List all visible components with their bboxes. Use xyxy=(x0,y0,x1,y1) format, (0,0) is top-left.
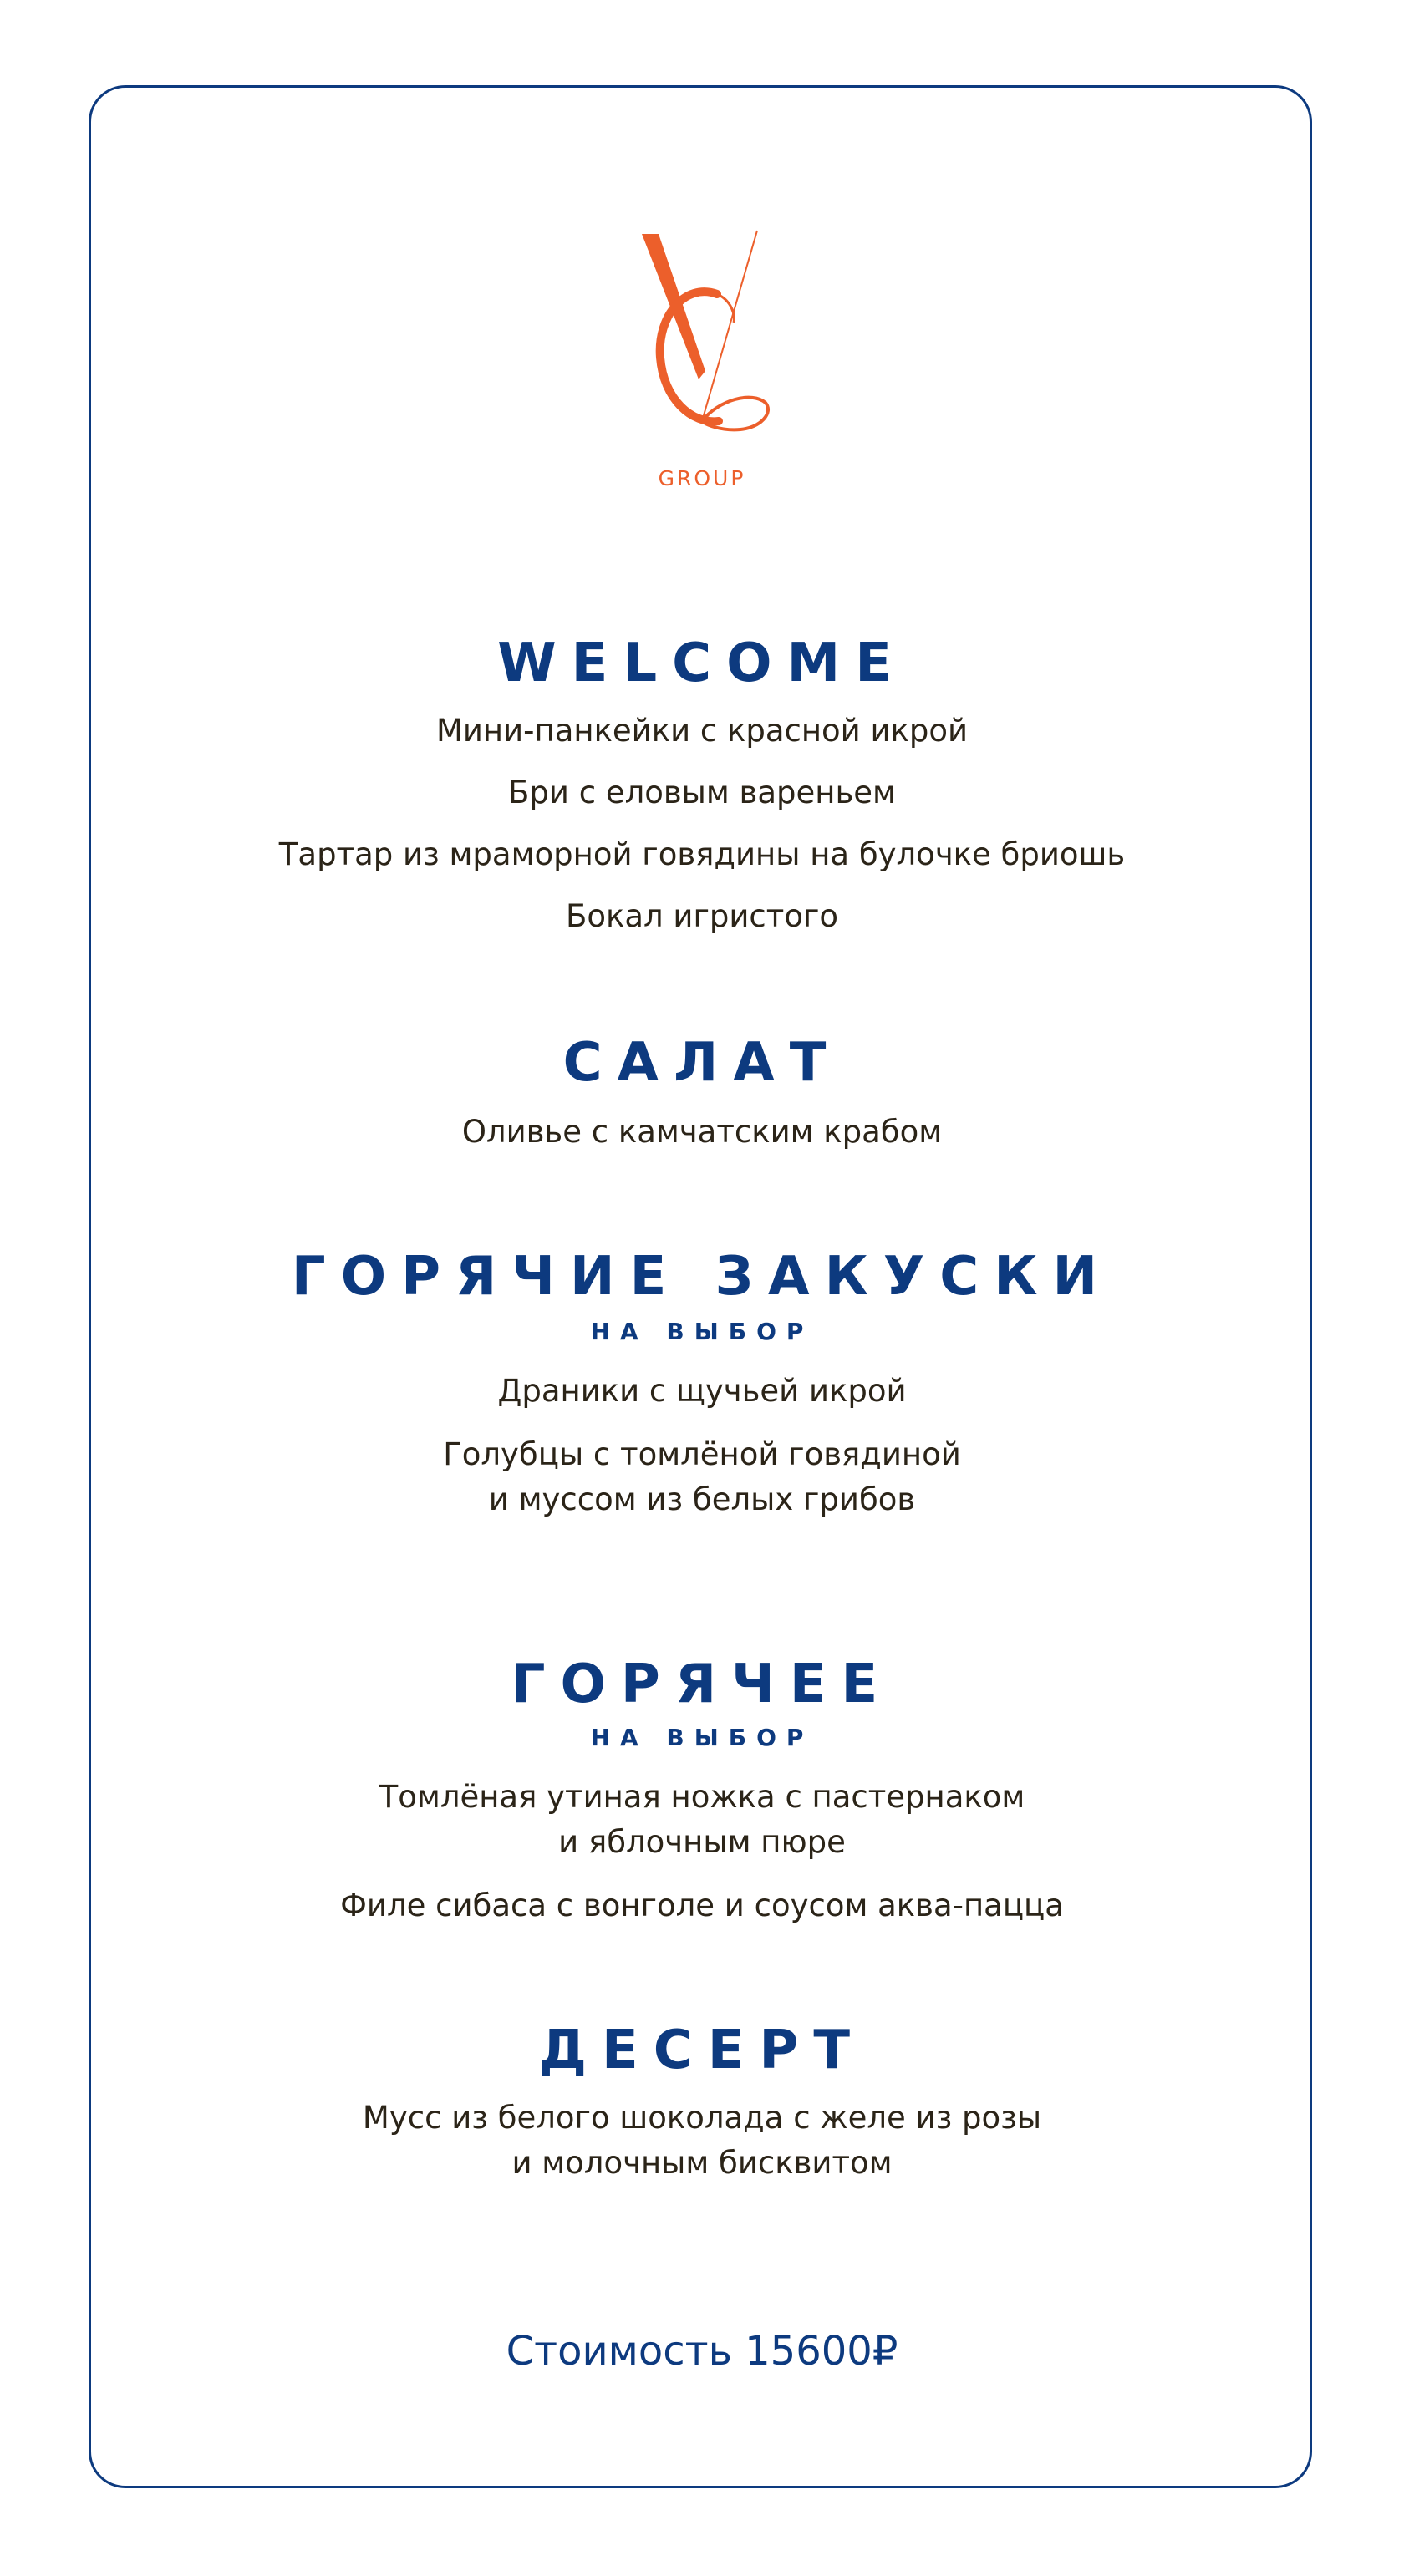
section-title-salad: САЛАТ xyxy=(562,1032,842,1094)
menu-item: Филе сибаса с вонголе и соусом аква-пацца xyxy=(340,1888,1064,1923)
section-subtitle-main: НА ВЫБОР xyxy=(590,1724,814,1751)
menu-item: Томлёная утиная ножка с пастернаком и яблочным пюре xyxy=(379,1779,1025,1860)
price-label: Стоимость 15600₽ xyxy=(506,2328,898,2375)
menu-item: Мини-панкейки с красной икрой xyxy=(435,713,969,749)
brand-logo xyxy=(618,224,786,508)
menu-item: Оливье с камчатским крабом xyxy=(461,1114,943,1150)
section-title-dessert: ДЕСЕРТ xyxy=(539,2020,865,2081)
logo-group-text: GROUP xyxy=(658,466,746,490)
section-title-hot-starters: ГОРЯЧИЕ ЗАКУСКИ xyxy=(291,1246,1113,1308)
menu-item: Бокал игристого xyxy=(565,898,839,934)
section-title-welcome: WELCOME xyxy=(497,633,907,694)
menu-item: Бри с еловым вареньем xyxy=(508,775,896,810)
section-title-main: ГОРЯЧЕЕ xyxy=(511,1654,893,1715)
menu-item: Тартар из мраморной говядины на булочке бриошь xyxy=(278,836,1126,872)
section-subtitle-hot-starters: НА ВЫБОР xyxy=(590,1318,814,1345)
menu-item: Мусс из белого шоколада с желе из розы и молочным бисквитом xyxy=(362,2100,1042,2181)
vc-monogram-icon xyxy=(618,224,786,450)
menu-item: Драники с щучьей икрой xyxy=(497,1373,907,1409)
menu-item: Голубцы с томлёной говядиной и муссом из белых грибов xyxy=(443,1436,961,1517)
